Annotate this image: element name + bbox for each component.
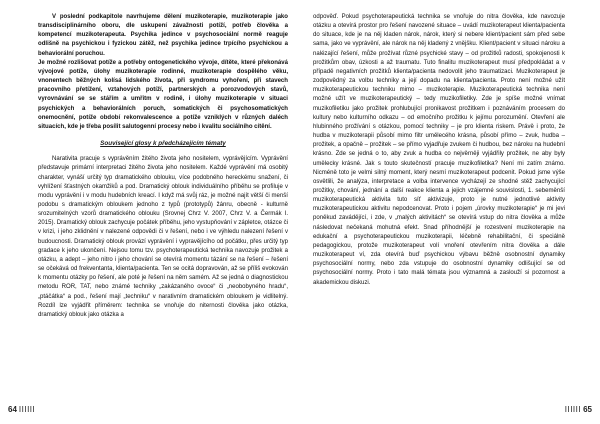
right-page-number <box>563 405 592 415</box>
left-folio-number: 64 <box>8 405 17 414</box>
section-heading: Související glosy k předcházejícím tématy <box>100 140 226 148</box>
left-page-number <box>8 405 37 415</box>
right-folio-number: 65 <box>583 405 592 414</box>
right-page <box>313 13 565 398</box>
right-folio-bars: IIIIII <box>564 405 582 414</box>
left-folio-bars: IIIIII <box>18 405 36 414</box>
left-page <box>38 13 288 398</box>
body-paragraph-1: Narativita pracuje s vyprávěním žitého života jeho nositelem, vyprávějícím. Vyprávění představuje primární interpretaci žitého života jeho nositelem. Každé vyprávění má osobitý charakter, vynáší určitý typ dramatického oblouku, více podobného hereckému snažení, či vyhlížení šťastných okamžiků a pod. Dramatický oblouk individuálního příběhu se profiluje v modu vyprávění i v modu hudebních kreací. I když má svůj ráz, je možné najít větší či menší podobu s dramatickým obloukem jednoho z typů (prototypů) žánru, obecně - kulturně srozumitelných vzorů dramatického oblouku (Srovnej Chrz V. 2007, Chrz V. a Čermák I. 2015). Dramatický oblouk zachycuje počátek příběhu, jeho vystupňování v zápletce, otázce či v krizi, i jeho zklidnění v nalezené odpovědi či v řešení, nebo i ve výhledu nalezení řešení v budoucnosti. Dramatický oblouk provází vyprávění i vypravějícího od počátku, přes určitý typ gradace k jeho ukončení. Nejsou tomu tzv. psychoterapeutická technika navozuje prožitek a otázku, a adept – jeho nitro i jeho chování se otevírá momentu tázání se na řešení – řešení se očekává od frekventanta, klienta/pacienta. Ten se ocitá dopravován, až se příliš evokován k momentu otázky po řešení, ale poté je řešení na něm samém. Až se jedná o diagnostickou metodu ROR, TAT, nebo známé techniky „zakázaného ovoce“ či „neobobyného hradu“, „ptáčátka“ a pod., řešení mají „techniku“ v narativním dramatickém obloukem je vidlitelný. Rozdíl lze vyjádřit příměrem: technika se vnořuje do niternosti člověka jako otázka, dramatický oblouk jako otázka a <box>38 156 288 318</box>
intro-paragraph: V poslední podkapitole navrhujeme dělení muzikoterapie, muzikoterapie jako transdisciplinárního oboru, dle uskupení závažnosti potíží, potřeb člověka a kompetencí muzikoterapeuta. Psychika jedince v psychosociální normě reaguje odlišně na psychickou i fyzickou zátěž, než psychika jedince trpícího psychickou a behaviorální poruchou. <box>38 14 288 57</box>
paragraph-2: Je možné rozlišovat potíže a potřeby ontogenetického vývoje, dítěte, které překonává vývojové potíže, úlohy muzikoterapie rodinné, muzikoterapie dospělého věku, vnonentech běžných kolísá lidského života, při syndromu vyhoření, při stavech pracovního přetížení, vztahových potíží, partnerských a porozvodových stavů, vyrovnávání se se stářím a umřitm v rodině, i úlohy muzikoterapie v situaci psychických a behaviorálních poruch, somatických či psychosomatických onemocnění, potíže období rekonvalescence a potíže vzniklých v různých daléch situacích, kde je třeba posílit salutogenní procesy nebo i kvalitu sociálního cítění. <box>38 59 288 130</box>
continuation-paragraph: odpověď. Pokud psychoterapeutická technika se vnořuje do nitra člověka, kde navozuje otázku a otevírá prostor pro řešení navozené situace – uvádí muzikoterapeut klienta/pacienta do situace, kde je na něj kladen nárok, nárok, který si nebere klient/pacient sám před sebe sama, jako ve vyprávění, ale nárok na něj kladený z vnějšku. Klient/pacient v situaci nároku a nalézající řešení, může prožívat různé psychické stavy – od prožitků radosti, spokojenosti k prožitkům obav, úzkosti a až traumatu. Tuto finalitu muzikoterapeut musí předpokládat a v případě negativních prožitků klienta/pacienta nedovolit jeho traumatizaci. Muzikoterapeut je zodpovědný za volbu techniky a její dopadu na klienta/pacienta. Proto není možné užít muzikoterapeutickou techniku mimo – muzikoterapie. Muzikoterapeutická technika není možné užít ve muzikoterapeutický – tedy muzikofiletiky. Zde je spíše možné vnímat muzikofiletiku jako prožitek prohlubující pronikavost prožitkem i poznáváním procesem do kultury nebo kulturního odkazu – od emočního prožitku k jejímu porozumění. Otevření ale hlubinného prožívání s otázkou, pomocí techniky – je pro klienta riskem. Právě i proto, že hudba v muzikoterapii působí mimo filtr umělecého krásna, působí přímo – zvuk, hudba – prožitek, a opačně – prožitek – se přímo vyjadřuje zvukem či hudbou, bez nároku na hudební krásno. Zde se jedná o to, aby zvuk a hudba co nejvěrněji vyjádřily prožitek, ne aby byly umělecky krásné. Jak s touto skutečností pracuje muzikofiletika? Není mi zatím známo. Nicméně toto je velmi silný moment, který nesmí muzikoterapeut podcenit. Pokud jsme výše osvětlili, že analýza, interpretace a volba intervence vycházejí ze shodné stěž zachycující prožitky, chování, jednání a další reakce klienta a jejich vzájemné souvislosti, 1. sebeměnší muzikoterapeutická aktivita tuto síť aktivizuje, proto je nutné jednotlivé aktivity muzikoterapeutickou aktivitu nepodcenovat. Proto i pojem „úrovky muzikoterapie“ je mi jevi poněkud zavádějící, i zde, v „malých aktivitách“ se otevírá vstup do nitra člověka a může následovat nečekaná mohutná efekt. Snad příhodnější je rozestvení muzikoterapie na edukační a psychoterapeutickou muzikoterapii, léčebně rehabilitační, či speciálně pedagogickou, protože muzikoterapeut volí vnoření otevřením nitra člověka a dále muzikoterapeut ví, zda otevírá buď psychickou výbavu běžně osobnostní dynamiky psychosociální normy, nebo zda vstupuje do osobnostní dynamiky odlišující se od psychosociální normy. Proto i tato malá témata jsou významná a zaslouží si pozornost a akademickou diskuzi. <box>313 14 565 286</box>
